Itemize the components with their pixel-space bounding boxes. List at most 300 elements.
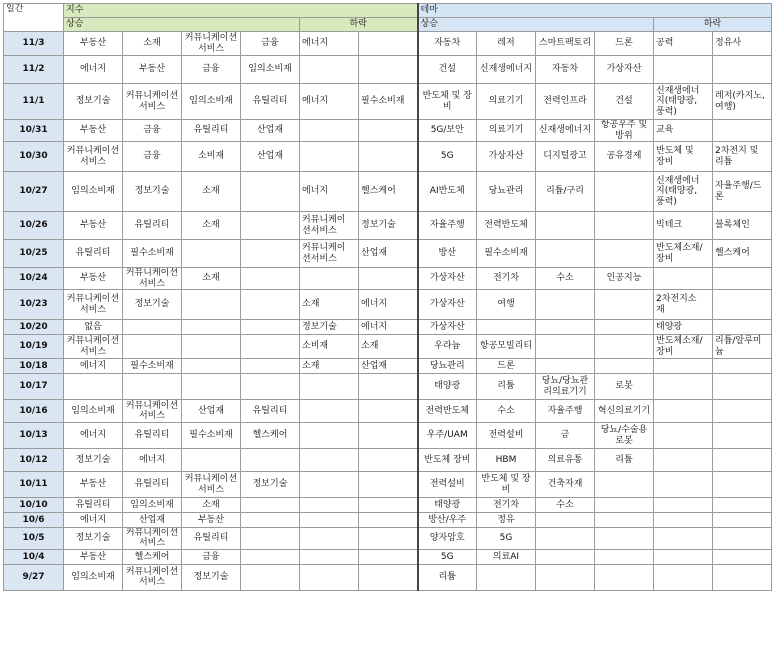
table-row [4, 212, 772, 240]
index-up-cell: 커뮤니케이션 서비스 [64, 142, 123, 172]
period-header: 일간 [4, 4, 64, 32]
theme-up-cell: 반도체 및 장 비 [418, 84, 477, 120]
theme-up-cell: 건설 [418, 56, 477, 84]
theme-down-cell [654, 359, 713, 374]
index-up-cell: 유틸리티 [182, 120, 241, 142]
table-row [4, 423, 772, 449]
theme-up-cell: 수소 [536, 268, 595, 290]
index-up-cell: 소재 [123, 32, 182, 56]
theme-up-cell: 우라늄 [418, 335, 477, 359]
index-up-cell [241, 212, 300, 240]
index-up-cell [182, 290, 241, 320]
index-down-cell [359, 449, 418, 472]
theme-up-cell: 5G [477, 528, 536, 550]
theme-down-header: 하락 [654, 18, 772, 32]
index-up-header: 상승 [64, 18, 300, 32]
index-up-cell [64, 374, 123, 400]
theme-up-cell [477, 320, 536, 335]
index-up-cell: 에너지 [64, 513, 123, 528]
index-down-cell [300, 449, 359, 472]
theme-up-cell [536, 320, 595, 335]
theme-down-cell: 공력 [654, 32, 713, 56]
theme-up-cell [595, 528, 654, 550]
theme-up-cell: 방산 [418, 240, 477, 268]
theme-down-cell [654, 449, 713, 472]
index-down-cell: 산업재 [359, 240, 418, 268]
index-up-cell: 유틸리티 [182, 528, 241, 550]
index-down-cell: 소재 [300, 290, 359, 320]
index-down-cell [300, 564, 359, 590]
theme-down-cell: 헬스케어 [713, 240, 772, 268]
index-up-cell [241, 528, 300, 550]
table-row [4, 359, 772, 374]
theme-down-cell [654, 423, 713, 449]
theme-up-cell: 정유 [477, 513, 536, 528]
theme-down-cell [713, 472, 772, 498]
index-up-cell [123, 320, 182, 335]
theme-up-cell: 가상자산 [418, 268, 477, 290]
index-up-cell: 금융 [123, 142, 182, 172]
index-up-cell: 산업재 [182, 400, 241, 423]
table-row [4, 513, 772, 528]
index-up-cell: 금융 [182, 549, 241, 564]
theme-down-cell [713, 498, 772, 513]
index-down-cell [300, 56, 359, 84]
index-up-cell: 커뮤니케이션 서비스 [123, 268, 182, 290]
index-up-cell: 정보기술 [182, 564, 241, 590]
index-up-cell: 커뮤니케이션 서비스 [123, 400, 182, 423]
date-cell: 10/23 [4, 290, 64, 320]
index-up-cell: 산업재 [241, 142, 300, 172]
theme-up-cell: 리튬 [477, 374, 536, 400]
theme-up-cell: 가상자산 [477, 142, 536, 172]
theme-up-cell: 디지털광고 [536, 142, 595, 172]
date-cell: 10/20 [4, 320, 64, 335]
index-down-cell: 소재 [359, 335, 418, 359]
theme-up-cell: 항공우주 및 방위 [595, 120, 654, 142]
theme-up-cell: 인공지능 [595, 268, 654, 290]
theme-down-cell: 반도체 및 장비 [654, 142, 713, 172]
index-down-cell: 에너지 [300, 172, 359, 212]
theme-up-cell: 전력설비 [418, 472, 477, 498]
theme-up-cell: 자동차 [418, 32, 477, 56]
theme-down-cell [713, 359, 772, 374]
theme-up-cell: 방산/우주 [418, 513, 477, 528]
index-down-cell [359, 268, 418, 290]
index-up-cell [241, 549, 300, 564]
index-down-cell: 소재 [300, 359, 359, 374]
theme-down-cell: 리튬/알루미 늄 [713, 335, 772, 359]
theme-up-cell: 전력설비 [477, 423, 536, 449]
index-down-cell [300, 423, 359, 449]
index-up-cell [241, 359, 300, 374]
theme-down-cell [654, 472, 713, 498]
index-down-cell [359, 400, 418, 423]
table-row [4, 498, 772, 513]
date-cell: 10/11 [4, 472, 64, 498]
date-cell: 10/27 [4, 172, 64, 212]
index-down-cell [359, 513, 418, 528]
index-up-cell: 필수소비재 [182, 423, 241, 449]
index-up-cell [241, 564, 300, 590]
theme-up-cell: 자율주행 [536, 400, 595, 423]
theme-down-cell: 교육 [654, 120, 713, 142]
theme-up-cell [477, 564, 536, 590]
date-cell: 10/31 [4, 120, 64, 142]
theme-up-cell [595, 212, 654, 240]
index-up-cell: 정보기술 [64, 84, 123, 120]
date-cell: 9/27 [4, 564, 64, 590]
index-up-cell [241, 290, 300, 320]
index-down-cell: 정보기술 [359, 212, 418, 240]
index-up-cell [123, 335, 182, 359]
index-up-cell: 정보기술 [241, 472, 300, 498]
theme-up-cell: 스마트팩토리 [536, 32, 595, 56]
index-up-cell [182, 320, 241, 335]
index-up-cell: 유틸리티 [241, 84, 300, 120]
table-row [4, 290, 772, 320]
theme-up-cell: 레저 [477, 32, 536, 56]
date-cell: 11/1 [4, 84, 64, 120]
index-down-cell: 에너지 [359, 320, 418, 335]
theme-up-cell: 5G/보안 [418, 120, 477, 142]
theme-up-cell [536, 359, 595, 374]
theme-up-cell: 의료기기 [477, 84, 536, 120]
index-up-cell [241, 498, 300, 513]
index-down-cell [359, 472, 418, 498]
index-up-cell: 정보기술 [123, 290, 182, 320]
index-up-cell [241, 172, 300, 212]
index-down-cell [300, 400, 359, 423]
index-up-cell: 커뮤니케이션 서비스 [123, 84, 182, 120]
date-cell: 10/17 [4, 374, 64, 400]
index-up-cell: 소재 [182, 268, 241, 290]
theme-up-cell: 반도체 및 장 비 [477, 472, 536, 498]
theme-up-cell: 여행 [477, 290, 536, 320]
index-up-cell: 임의소비재 [241, 56, 300, 84]
index-up-cell [182, 374, 241, 400]
theme-up-cell: 의료AI [477, 549, 536, 564]
theme-down-cell [713, 400, 772, 423]
index-up-cell: 부동산 [64, 472, 123, 498]
index-up-cell: 임의소비재 [64, 564, 123, 590]
theme-up-cell: 전기차 [477, 498, 536, 513]
theme-up-cell: 리튬/구리 [536, 172, 595, 212]
index-up-cell: 임의소비재 [123, 498, 182, 513]
index-up-cell: 부동산 [64, 32, 123, 56]
index-up-cell: 산업재 [241, 120, 300, 142]
theme-down-cell [654, 513, 713, 528]
theme-up-cell: 전력인프라 [536, 84, 595, 120]
index-up-cell: 금융 [123, 120, 182, 142]
date-cell: 11/3 [4, 32, 64, 56]
date-cell: 10/26 [4, 212, 64, 240]
index-up-cell: 헬스케어 [123, 549, 182, 564]
theme-up-cell [595, 498, 654, 513]
table-row [4, 472, 772, 498]
index-up-cell: 커뮤니케이션 서비스 [64, 290, 123, 320]
date-cell: 10/10 [4, 498, 64, 513]
index-up-cell: 커뮤니케이션 서비스 [123, 564, 182, 590]
theme-up-cell: 가상자산 [418, 290, 477, 320]
index-down-header: 하락 [300, 18, 418, 32]
theme-up-cell [595, 513, 654, 528]
index-down-cell: 소비재 [300, 335, 359, 359]
theme-up-cell: 태양광 [418, 498, 477, 513]
index-up-cell: 부동산 [64, 212, 123, 240]
theme-up-cell [595, 564, 654, 590]
theme-up-cell [536, 335, 595, 359]
date-cell: 10/30 [4, 142, 64, 172]
theme-up-cell [536, 549, 595, 564]
index-up-cell: 소비재 [182, 142, 241, 172]
table-row [4, 142, 772, 172]
index-up-cell: 정보기술 [64, 528, 123, 550]
index-down-cell [359, 56, 418, 84]
date-cell: 10/5 [4, 528, 64, 550]
theme-down-cell [654, 564, 713, 590]
index-up-cell: 임의소비재 [64, 172, 123, 212]
index-up-cell: 임의소비재 [64, 400, 123, 423]
index-up-cell: 커뮤니케이션 서비스 [182, 472, 241, 498]
index-up-cell: 커뮤니케이션 서비스 [123, 528, 182, 550]
date-cell: 10/16 [4, 400, 64, 423]
theme-down-cell [654, 400, 713, 423]
index-up-cell: 소재 [182, 172, 241, 212]
theme-down-cell: 2차전지소 재 [654, 290, 713, 320]
theme-down-cell [713, 120, 772, 142]
table-row [4, 120, 772, 142]
theme-up-cell: 당뇨관리 [477, 172, 536, 212]
index-down-cell: 커뮤니케이 션서비스 [300, 212, 359, 240]
theme-up-cell: 당뇨/수술용 로봇 [595, 423, 654, 449]
theme-down-cell [654, 498, 713, 513]
table-row [4, 320, 772, 335]
theme-up-cell: 자율주행 [418, 212, 477, 240]
table-row [4, 564, 772, 590]
theme-up-cell: 당뇨/당뇨관 리의료기기 [536, 374, 595, 400]
table-row [4, 56, 772, 84]
theme-down-cell [713, 374, 772, 400]
theme-up-cell: 의료기기 [477, 120, 536, 142]
date-cell: 11/2 [4, 56, 64, 84]
theme-up-cell [595, 359, 654, 374]
theme-up-cell: 우주/UAM [418, 423, 477, 449]
theme-up-cell: 수소 [536, 498, 595, 513]
theme-down-cell: 블록체인 [713, 212, 772, 240]
theme-down-cell: 정유사 [713, 32, 772, 56]
theme-up-cell [595, 335, 654, 359]
theme-up-cell: 항공모빌리티 [477, 335, 536, 359]
theme-up-cell [536, 564, 595, 590]
index-up-cell [241, 320, 300, 335]
index-up-cell: 에너지 [123, 449, 182, 472]
index-up-cell [241, 374, 300, 400]
theme-up-cell: 신재생에너지 [536, 120, 595, 142]
theme-up-cell [595, 290, 654, 320]
index-up-cell: 유틸리티 [64, 240, 123, 268]
theme-down-cell [713, 513, 772, 528]
index-up-cell: 커뮤니케이션 서비스 [182, 32, 241, 56]
index-up-cell [182, 335, 241, 359]
index-up-cell: 유틸리티 [123, 212, 182, 240]
index-down-cell [359, 528, 418, 550]
index-down-cell [359, 32, 418, 56]
theme-down-cell [654, 549, 713, 564]
index-down-cell: 커뮤니케이 션서비스 [300, 240, 359, 268]
theme-up-cell: 태양광 [418, 374, 477, 400]
theme-up-cell [595, 549, 654, 564]
theme-up-cell: 양자암호 [418, 528, 477, 550]
date-cell: 10/6 [4, 513, 64, 528]
theme-up-cell: 5G [418, 142, 477, 172]
theme-up-cell: 가상자산 [595, 56, 654, 84]
table-row [4, 374, 772, 400]
table-row [4, 240, 772, 268]
index-up-cell: 부동산 [64, 268, 123, 290]
date-cell: 10/12 [4, 449, 64, 472]
theme-down-cell [713, 423, 772, 449]
index-up-cell: 유틸리티 [64, 498, 123, 513]
theme-up-cell: 가상자산 [418, 320, 477, 335]
index-down-cell: 필수소비재 [359, 84, 418, 120]
index-down-cell [300, 498, 359, 513]
index-down-cell [359, 498, 418, 513]
index-up-cell: 부동산 [64, 120, 123, 142]
index-up-cell [241, 335, 300, 359]
index-down-cell [300, 513, 359, 528]
theme-up-cell: 자동차 [536, 56, 595, 84]
index-up-cell: 금융 [182, 56, 241, 84]
theme-down-cell [713, 268, 772, 290]
index-down-cell: 정보기술 [300, 320, 359, 335]
index-up-cell [182, 449, 241, 472]
theme-up-cell: 공유경제 [595, 142, 654, 172]
theme-up-cell: 전력반도체 [418, 400, 477, 423]
theme-up-cell [595, 472, 654, 498]
theme-down-cell [654, 56, 713, 84]
index-down-cell [300, 142, 359, 172]
theme-down-cell: 태양광 [654, 320, 713, 335]
index-header: 지수 [64, 4, 418, 18]
theme-up-cell: 드론 [595, 32, 654, 56]
date-cell: 10/4 [4, 549, 64, 564]
theme-up-cell: 전력반도체 [477, 212, 536, 240]
index-down-cell [359, 564, 418, 590]
date-cell: 10/13 [4, 423, 64, 449]
index-up-cell: 에너지 [64, 56, 123, 84]
index-up-cell [182, 359, 241, 374]
index-up-cell: 없음 [64, 320, 123, 335]
theme-down-cell [713, 56, 772, 84]
table-row [4, 549, 772, 564]
theme-up-cell: 필수소비재 [477, 240, 536, 268]
index-down-cell: 에너지 [300, 32, 359, 56]
theme-down-cell [713, 528, 772, 550]
table-row [4, 400, 772, 423]
theme-down-cell [654, 374, 713, 400]
theme-down-cell: 반도체소재/ 장비 [654, 335, 713, 359]
theme-up-cell: 당뇨관리 [418, 359, 477, 374]
index-up-cell: 정보기술 [64, 449, 123, 472]
index-down-cell: 에너지 [359, 290, 418, 320]
index-up-cell: 필수소비재 [123, 359, 182, 374]
table-row [4, 528, 772, 550]
theme-up-cell: 리튬 [595, 449, 654, 472]
index-up-cell: 정보기술 [123, 172, 182, 212]
index-up-cell: 헬스케어 [241, 423, 300, 449]
index-down-cell [300, 528, 359, 550]
theme-down-cell: 2차전지 및 리튬 [713, 142, 772, 172]
theme-down-cell [713, 290, 772, 320]
index-up-cell: 산업재 [123, 513, 182, 528]
theme-down-cell: 레저(카지노, 여행) [713, 84, 772, 120]
theme-down-cell: 자율주행/드 론 [713, 172, 772, 212]
index-up-cell [241, 449, 300, 472]
date-cell: 10/25 [4, 240, 64, 268]
index-down-cell [359, 374, 418, 400]
theme-up-cell [595, 320, 654, 335]
index-down-cell: 헬스케어 [359, 172, 418, 212]
theme-down-cell: 빅테크 [654, 212, 713, 240]
theme-up-cell [536, 240, 595, 268]
index-down-cell [300, 120, 359, 142]
theme-down-cell: 신재생에너 지(태양광, 풍력) [654, 84, 713, 120]
theme-down-cell [713, 564, 772, 590]
theme-up-cell [536, 290, 595, 320]
date-cell: 10/24 [4, 268, 64, 290]
index-up-cell: 필수소비재 [123, 240, 182, 268]
index-down-cell: 산업재 [359, 359, 418, 374]
theme-up-cell: 드론 [477, 359, 536, 374]
index-up-cell: 부동산 [182, 513, 241, 528]
table-row [4, 268, 772, 290]
theme-up-cell [536, 528, 595, 550]
theme-up-cell [536, 212, 595, 240]
theme-up-cell: 수소 [477, 400, 536, 423]
theme-up-cell: 5G [418, 549, 477, 564]
theme-down-cell: 반도체소재/ 장비 [654, 240, 713, 268]
index-up-cell [241, 513, 300, 528]
index-down-cell: 에너지 [300, 84, 359, 120]
index-down-cell [359, 142, 418, 172]
index-up-cell: 임의소비재 [182, 84, 241, 120]
theme-up-cell: HBM [477, 449, 536, 472]
table-row [4, 84, 772, 120]
theme-up-cell: 건설 [595, 84, 654, 120]
index-down-cell [300, 268, 359, 290]
theme-up-cell [595, 240, 654, 268]
theme-up-cell: 반도체 장비 [418, 449, 477, 472]
table-row [4, 32, 772, 56]
date-cell: 10/18 [4, 359, 64, 374]
theme-up-cell: AI반도체 [418, 172, 477, 212]
theme-down-cell: 신재생에너 지(태양광, 풍력) [654, 172, 713, 212]
index-up-cell [182, 240, 241, 268]
theme-up-cell: 로봇 [595, 374, 654, 400]
index-down-cell [359, 549, 418, 564]
index-up-cell: 유틸리티 [123, 472, 182, 498]
index-down-cell [300, 549, 359, 564]
theme-up-cell: 건축자재 [536, 472, 595, 498]
index-up-cell [241, 240, 300, 268]
theme-down-cell [654, 268, 713, 290]
index-up-cell: 부동산 [123, 56, 182, 84]
theme-up-cell: 금 [536, 423, 595, 449]
index-up-cell: 소재 [182, 498, 241, 513]
market-trend-table [3, 3, 772, 591]
theme-up-cell: 리튬 [418, 564, 477, 590]
